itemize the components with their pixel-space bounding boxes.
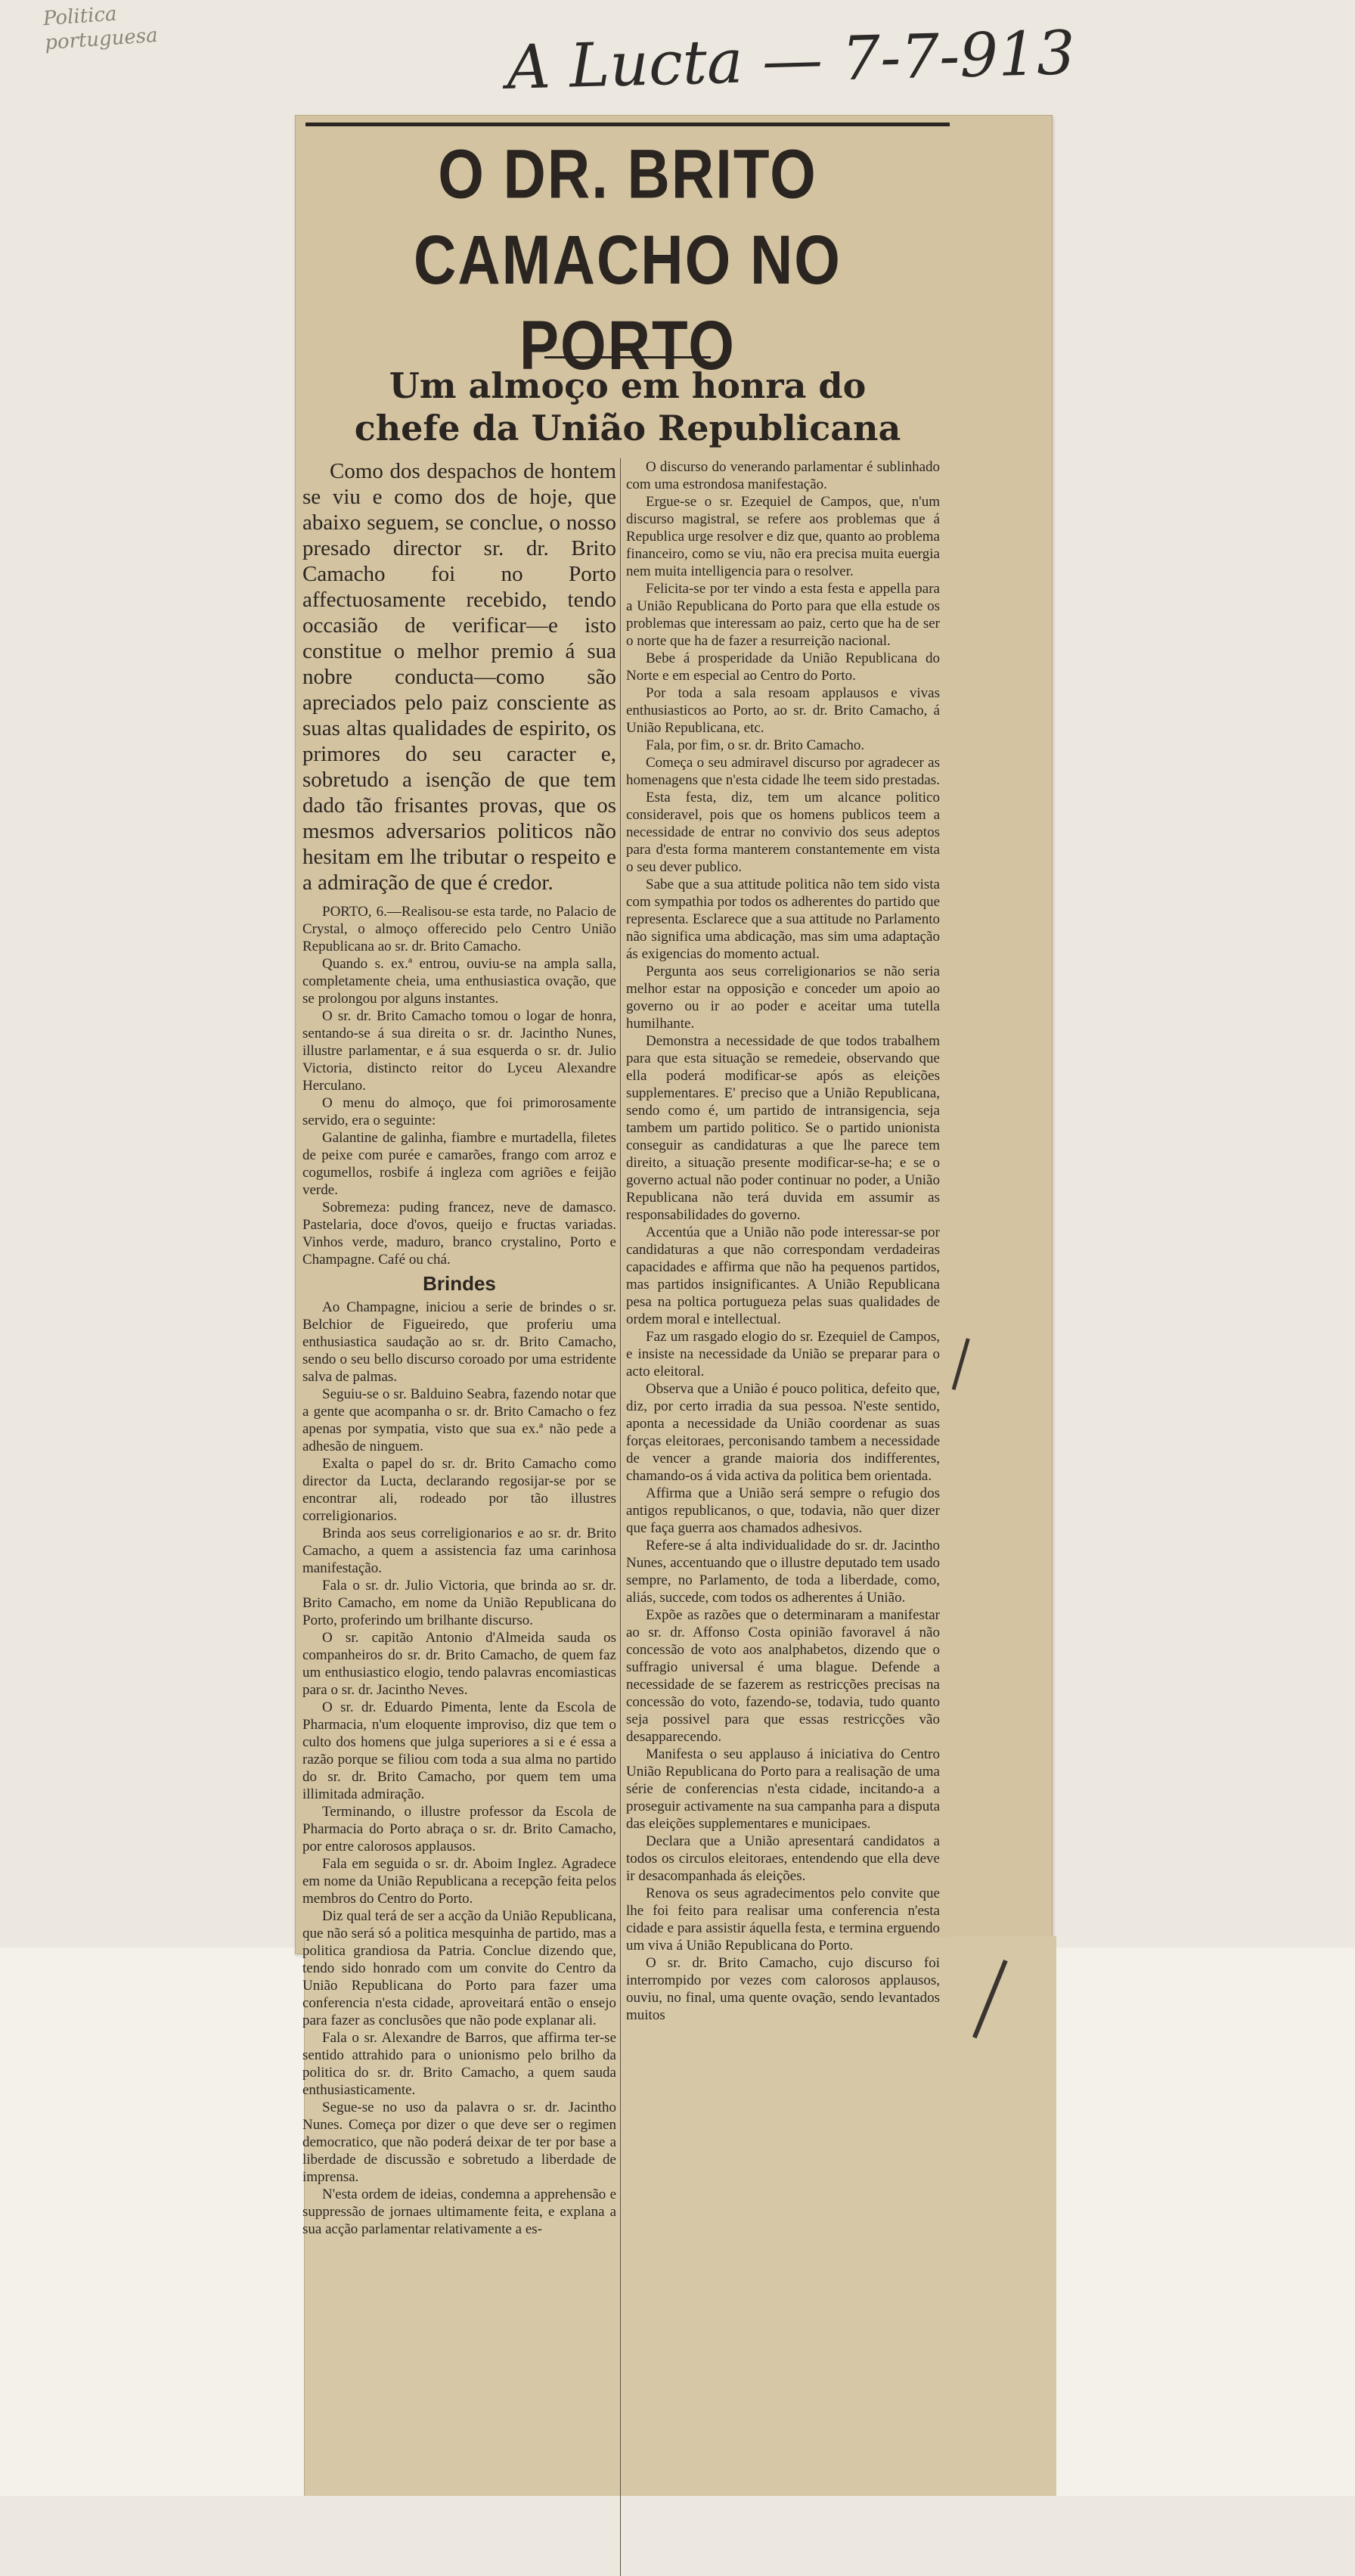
margin-note: Politica portuguesa xyxy=(42,2,159,55)
paragraph: Ao Champagne, iniciou a serie de brindes o sr. Belchior de Figueiredo, que proferiu uma enthusiastica saudação ao sr. dr. Brito Camacho, sendo o seu bello discurso coroado por uma estridente salva de palmas. xyxy=(302,1299,616,1385)
paragraph: Faz um rasgado elogio do sr. Ezequiel de Campos, e insiste na necessidade da União se preparar para o acto eleitoral. xyxy=(626,1329,940,1380)
paragraph: Seguiu-se o sr. Balduino Seabra, fazendo notar que a gente que acompanha o sr. dr. Brito Camacho o fez apenas por sympatia, visto que sua ex.ª não pede a adhesão de ninguem. xyxy=(302,1386,616,1454)
paragraph: Manifesta o seu applauso á iniciativa do Centro União Republicana do Porto para a realisação de uma série de conferencias n'esta cidade, incitando-a a proseguir activamente na sua campanha para a disputa das eleições supplementares e municipaes. xyxy=(626,1746,940,1832)
article xyxy=(302,123,953,2237)
paragraph: O menu do almoço, que foi primorosamente servido, era o seguinte: xyxy=(302,1095,616,1128)
column-divider xyxy=(620,458,621,2576)
paragraph: Galantine de galinha, fiambre e murtadella, filetes de peixe com purée e camarões, frango com arroz e cogumellos, rosbife á ingleza com agriões e feijão verde. xyxy=(302,1130,616,1198)
paragraph: Fala em seguida o sr. dr. Aboim Inglez. Agradece em nome da União Republicana a recepção feita pelos membros do Centro do Porto. xyxy=(302,1856,616,1907)
right-paragraphs xyxy=(626,458,940,2024)
paragraph: Exalta o papel do sr. dr. Brito Camacho como director da Lucta, declarando regosijar-se por se encontrar ali, rodeado por tão illustres correligionarios. xyxy=(302,1456,616,1524)
lead-paragraph: Como dos despachos de hontem se viu e como dos de hoje, que abaixo seguem, se conclue, o nosso presado director sr. dr. Brito Camacho foi no Porto affectuosamente recebido, tendo occasião de verificar—e isto constitue o melhor premio á sua nobre conducta—como são apreciados pelo paiz consciente as suas altas qualidades de espirito, os primores do seu caracter e, sobretudo a isenção de que tem dado tão frisantes provas, que os mesmos adversarios politicos não hesitam em lhe tributar o respeito e a admiração de que é credor. xyxy=(302,459,616,895)
paragraph: Pergunta aos seus correligionarios se não seria melhor estar na opposição e conceder um apoio ao governo ou ir ao poder e aceitar uma tutella humilhante. xyxy=(626,964,940,1032)
paragraph: Demonstra a necessidade de que todos trabalhem para que esta situação se remedeie, observando que ella poderá modificar-se após as eleições supplementares. E' preciso que a União Republicana, sendo como é, um partido de intransigencia, seja tambem um partido politico. Se o partido unionista conseguir as candidaturas a que lhe parece tem direito, a situação presente modificar-se-ha; e se o governo actual não poder continuar no poder, a União Republicana não terá duvida em assumir as responsabilidades do governo. xyxy=(626,1033,940,1223)
left-paragraphs-2 xyxy=(302,1299,616,2238)
paragraph: Diz qual terá de ser a acção da União Republicana, que não será só a politica mesquinha de partido, mas a politica grandiosa da Patria. Conclue dizendo que, tendo sido honrado com um convite do Centro da União Republicana do Porto para fazer uma conferencia n'esta cidade, aproveitará então o ensejo para fazer as conclusões que não pode explanar ali. xyxy=(302,1908,616,2028)
paragraph: O sr. dr. Eduardo Pimenta, lente da Escola de Pharmacia, n'um eloquente improviso, diz que tem o culto dos homens que julga superiores a si e é essa a razão porque se filiou com toda a sua alma no partido do sr. dr. Brito Camacho, por quem tem uma illimitada admiração. xyxy=(302,1699,616,1802)
left-paragraphs xyxy=(302,903,616,1268)
paragraph: PORTO, 6.—Realisou-se esta tarde, no Palacio de Crystal, o almoço offerecido pelo Centro União Republicana ao sr. dr. Brito Camacho. xyxy=(302,904,616,954)
paragraph: Brinda aos seus correligionarios e ao sr. dr. Brito Camacho, a quem a assistencia faz uma carinhosa manifestação. xyxy=(302,1525,616,1576)
section-title: Brindes xyxy=(423,1272,496,1295)
column-right xyxy=(626,458,940,2024)
paragraph: Bebe á prosperidade da União Republicana do Norte e em especial ao Centro do Porto. xyxy=(626,650,940,684)
paragraph: N'esta ordem de ideias, condemna a apprehensão e suppressão de jornaes ultimamente feita, e explana a sua acção parlamentar relativamente a es- xyxy=(302,2186,616,2237)
paragraph: Terminando, o illustre professor da Escola de Pharmacia do Porto abraça o sr. dr. Brito Camacho, por entre calorosos applausos. xyxy=(302,1804,616,1854)
paragraph: O sr. dr. Brito Camacho, cujo discurso foi interrompido por vezes com calorosos applausos, ouviu, no final, uma quente ovação, sendo levantados muitos xyxy=(626,1955,940,2023)
paragraph: O discurso do venerando parlamentar é sublinhado com uma estrondosa manifestação. xyxy=(626,459,940,492)
paragraph: Fala, por fim, o sr. dr. Brito Camacho. xyxy=(646,737,865,753)
paragraph: Felicita-se por ter vindo a esta festa e appella para a União Republicana do Porto para que ella estude os problemas que interessam ao paiz, certo que ha de ser o norte que ha de fazer a resurreição nacional. xyxy=(626,581,940,649)
paragraph: Por toda a sala resoam applausos e vivas enthusiasticos ao Porto, ao sr. dr. Brito Camacho, á União Republicana, etc. xyxy=(626,685,940,736)
paragraph: Ergue-se o sr. Ezequiel de Campos, que, n'um discurso magistral, se refere aos problemas que á Republica urge resolver e diz que, quanto ao problema financeiro, como se viu, não era precisa muita euergia nem muita intelligencia para o resolver. xyxy=(626,494,940,579)
paragraph: Fala o sr. Alexandre de Barros, que affirma ter-se sentido attrahido para o unionismo pelo brilho da politica do sr. dr. Brito Camacho, a quem sauda enthusiasticamente. xyxy=(302,2030,616,2098)
paragraph: Renova os seus agradecimentos pelo convite que lhe foi feito para realisar uma conferencia n'esta cidade e para assistir áquella festa, e termina erguendo um viva á União Republicana do Porto. xyxy=(626,1885,940,1954)
paragraph: Affirma que a União será sempre o refugio dos antigos republicanos, o que, todavia, não quer dizer que faça guerra aos chamados adhesivos. xyxy=(626,1485,940,1536)
paragraph: Sabe que a sua attitude politica não tem sido vista com sympathia por todos os adherentes do partido que representa. Esclarece que a sua attitude no Parlamento não significa uma abdicação, mas sim uma adaptação ás exigencias do momento actual. xyxy=(626,877,940,962)
paragraph: Expõe as razões que o determinaram a manifestar ao sr. dr. Affonso Costa opinião favoravel á não concessão de voto aos analphabetos, dizendo que o suffragio universal é uma blague. Defende a necessidade de se fazerem as restricções precisas na concessão do voto, fazendo-se, todavia, tudo quanto seja possivel para que essas restricções vão desapparecendo. xyxy=(626,1607,940,1745)
paragraph: Sobremeza: puding francez, neve de damasco. Pastelaria, doce d'ovos, queijo e fructas variadas. Vinhos verde, maduro, branco crystalino, Porto e Champagne. Café ou chá. xyxy=(302,1200,616,1268)
column-left xyxy=(302,458,616,2238)
headline: O DR. BRITO CAMACHO NO PORTO xyxy=(414,134,842,385)
paragraph: Quando s. ex.ª entrou, ouviu-se na ampla salla, completamente cheia, uma enthusiastica ovação, que se prolongou por alguns instantes. xyxy=(302,956,616,1007)
paragraph: O sr. dr. Brito Camacho tomou o logar de honra, sentando-se á sua direita o sr. dr. Jacintho Nunes, illustre parlamentar, e á sua esquerda o sr. dr. Julio Victoria, distincto reitor do Lyceu Alexandre Herculano. xyxy=(302,1008,616,1094)
newspaper-clipping-extension xyxy=(949,1936,1056,2496)
paragraph: Accentúa que a União não pode interessar-se por candidaturas a que não correspondam verdadeiras capacidades e affirma que não ha pequenos partidos, mas partidos insignificantes. A União Republicana pesa na poltica portugueza pelas suas qualidades de ordem moral e intellectual. xyxy=(626,1224,940,1327)
paragraph: Esta festa, diz, tem um alcance politico consideravel, pois que os homens publicos teem a necessidade de entrar no convivio dos seus adeptos para d'esta forma manterem constantemente em vista o seu dever publico. xyxy=(626,790,940,875)
paragraph: Segue-se no uso da palavra o sr. dr. Jacintho Nunes. Começa por dizer o que deve ser o regimen democratico, que não poderá deixar de ter por base a liberdade de discussão e sobretudo a liberdade de imprensa. xyxy=(302,2100,616,2185)
paragraph: O sr. capitão Antonio d'Almeida sauda os companheiros do sr. dr. Brito Camacho, de quem faz um enthusiastico elogio, tendo palavras encomiasticas para o sr. dr. Jacintho Neves. xyxy=(302,1630,616,1698)
top-rule xyxy=(305,123,950,126)
paragraph: Observa que a União é pouco politica, defeito que, diz, por certo irradia da sua pessoa. N'este sentido, aponta a necessidade da União coordenar as suas forças eleitoraes, perconisando tambem a necessidade de vencer a grande maioria dos indifferentes, chamando-os á vida activa da politica bem orientada. xyxy=(626,1381,940,1484)
handwritten-source-date: A Lucta — 7-7-913 xyxy=(505,17,1076,103)
paragraph: Declara que a União apresentará candidatos a todos os circulos eleitoraes, entendendo que ella deve ir desacompanhada ás eleições. xyxy=(626,1833,940,1884)
paragraph: Começa o seu admiravel discurso por agradecer as homenagens que n'esta cidade lhe teem sido prestadas. xyxy=(626,755,940,788)
subheadline: Um almoço em honra do chefe da União Republicana xyxy=(354,365,901,448)
paragraph: Fala o sr. dr. Julio Victoria, que brinda ao sr. dr. Brito Camacho, em nome da União Republicana do Porto, proferindo um brilhante discurso. xyxy=(302,1578,616,1628)
paragraph: Refere-se á alta individualidade do sr. dr. Jacintho Nunes, accentuando que o illustre deputado tem usado sempre, no Parlamento, de toda a liberdade, como, aliás, succede, com todos os adherentes á União. xyxy=(626,1538,940,1606)
